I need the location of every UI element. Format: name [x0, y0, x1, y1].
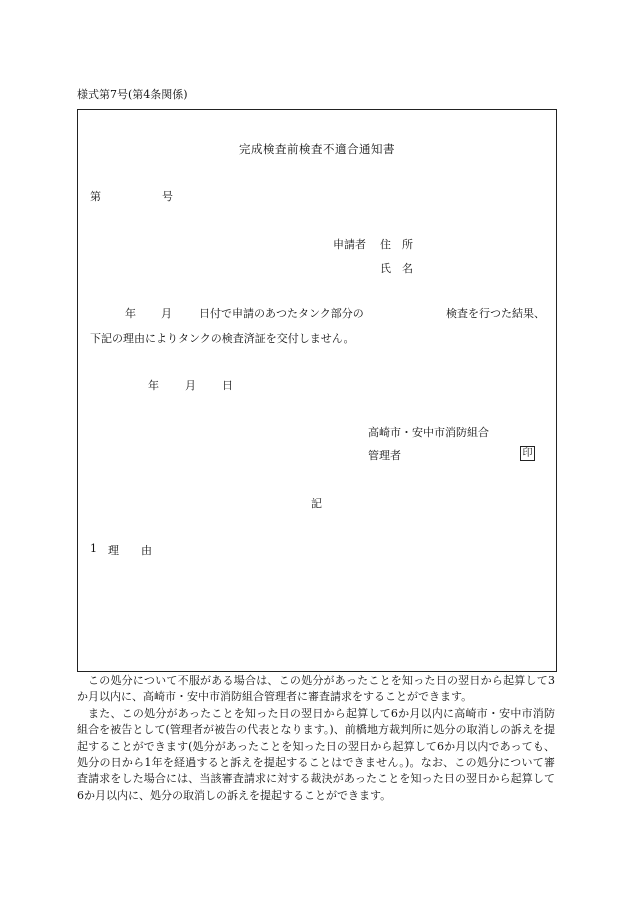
reason-label: 理 由: [108, 544, 152, 557]
ki-heading: 記: [311, 497, 322, 510]
note-paragraph-2: また、この処分があったことを知った日の翌日から起算して6か月以内に高崎市・安中市消防組合を被告として(管理者が被告の代表となります。)、前橋地方裁判所に処分の取消しの訴えを提起することができます(処分があったことを知った日の翌日から起算して6か月以内であっても、処分の日から1年を経過すると訴えを提起することはできません。)。なお、この処分について審査請求をした場合には、当該審査請求に対する裁決があったことを知った日の翌日から起算して6か月以内に、処分の取消しの訴えを提起することができます。: [77, 706, 555, 802]
notice-frame: [77, 109, 557, 672]
note-paragraph-1: この処分について不服がある場合は、この処分があったことを知った日の翌日から起算して3か月以内に、高崎市・安中市消防組合管理者に審査請求をすることができます。: [77, 674, 555, 704]
date-month: 月: [185, 379, 196, 392]
number-go: 号: [162, 190, 173, 203]
issuer-title: 管理者: [368, 449, 401, 462]
body-day-text: 日付で申請のあつたタンク部分の: [199, 307, 364, 320]
applicant-name-label: 氏 名: [380, 262, 413, 275]
body-result-text: 検査を行つた結果、: [446, 307, 545, 320]
reason-number: 1: [90, 542, 97, 555]
body-year: 年: [125, 307, 136, 320]
issuer-org: 高崎市・安中市消防組合: [368, 426, 489, 439]
date-day: 日: [222, 379, 233, 392]
date-year: 年: [148, 379, 159, 392]
seal-mark: [520, 446, 535, 461]
body-line2: 下記の理由によりタンクの検査済証を交付しません。: [90, 332, 355, 345]
applicant-label: 申請者: [333, 238, 366, 251]
document-title: 完成検査前検査不適合通知書: [239, 142, 395, 156]
body-month: 月: [161, 307, 172, 320]
notes-section: [77, 673, 555, 804]
applicant-address-label: 住 所: [380, 238, 413, 251]
number-dai: 第: [90, 190, 101, 203]
seal-mark-text: 印: [520, 446, 535, 461]
form-number-label: 様式第7号(第4条関係): [77, 88, 188, 101]
